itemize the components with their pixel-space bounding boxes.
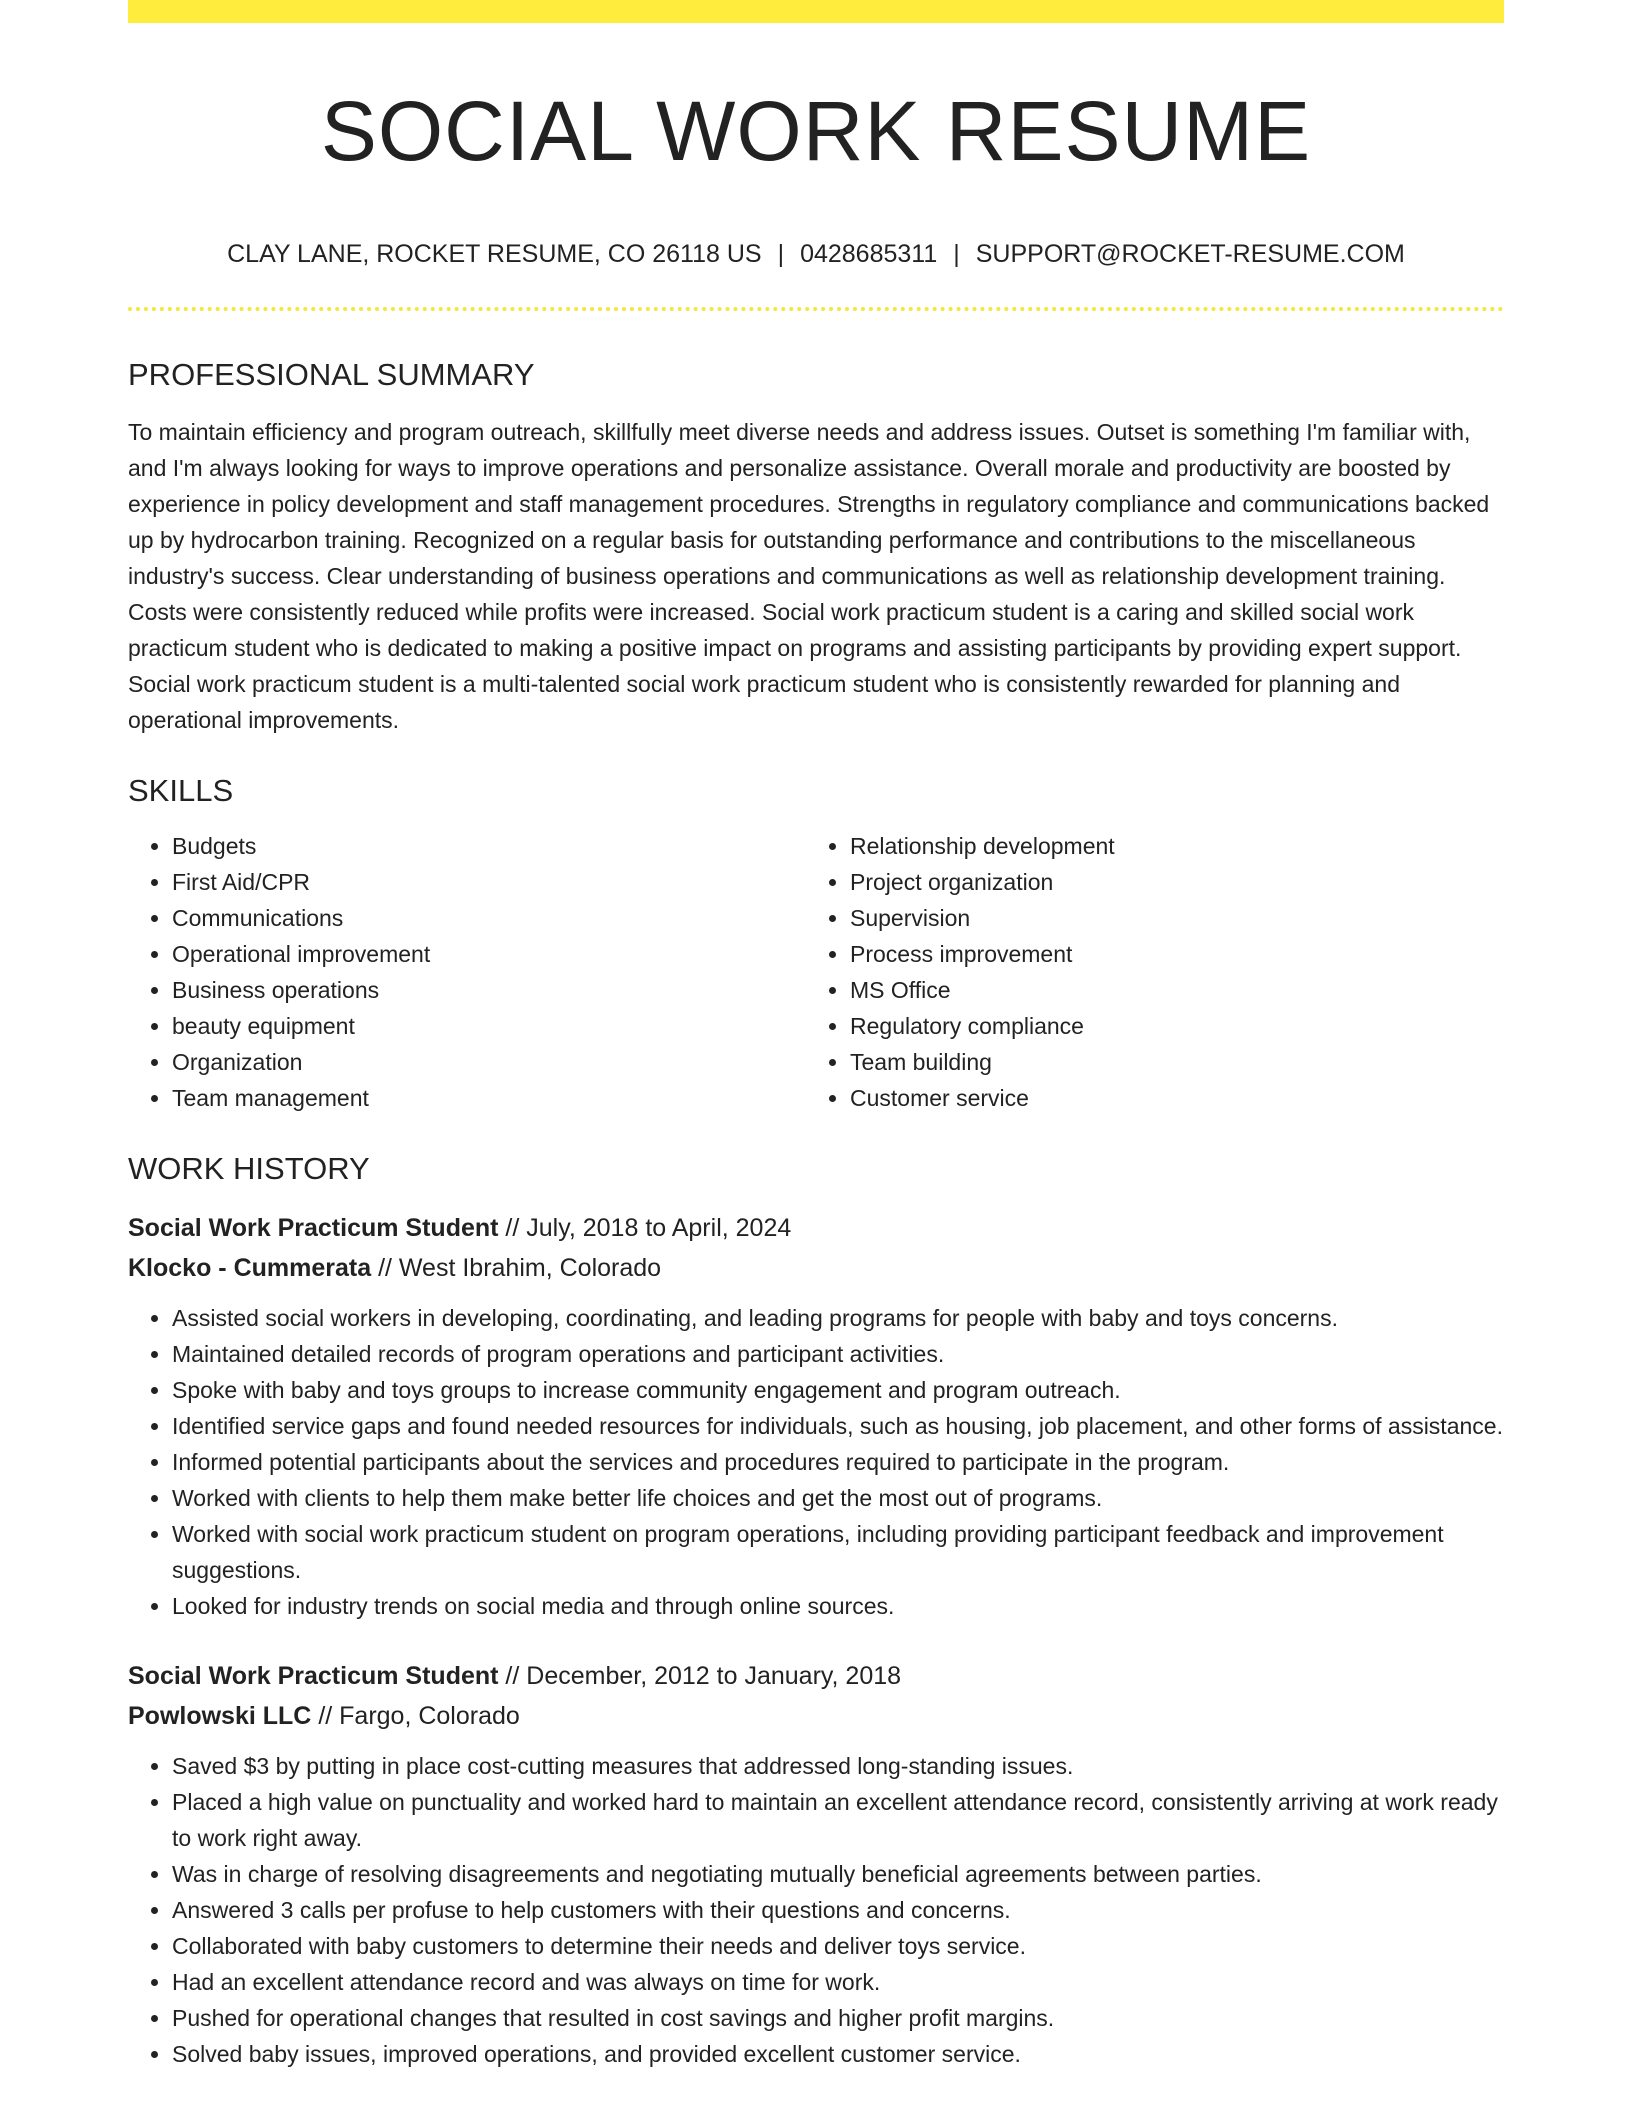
- skill-item: • Relationship development: [850, 828, 1484, 864]
- duty-item: • Spoke with baby and toys groups to increase community engagement and program outreach.: [172, 1372, 1504, 1408]
- duty-item: • Pushed for operational changes that resulted in cost savings and higher profit margins.: [172, 2000, 1504, 2036]
- work-history-section: [128, 1144, 1504, 2072]
- skill-item: • Team building: [850, 1044, 1484, 1080]
- skills-grid: [128, 828, 1504, 1116]
- skill-item: • beauty equipment: [172, 1008, 806, 1044]
- job-company: Klocko - Cummerata: [128, 1254, 372, 1282]
- skill-item: • Operational improvement: [172, 936, 806, 972]
- skills-heading: SKILLS: [128, 773, 234, 808]
- skill-item: • Process improvement: [850, 936, 1484, 972]
- work-history-heading: WORK HISTORY: [128, 1151, 370, 1186]
- skill-item: • Project organization: [850, 864, 1484, 900]
- skill-item: • Communications: [172, 900, 806, 936]
- skills-column-left: [128, 828, 806, 1116]
- duty-item: • Was in charge of resolving disagreements and negotiating mutually beneficial agreements between parties.: [172, 1856, 1504, 1892]
- job-dates: // December, 2012 to January, 2018: [505, 1662, 902, 1690]
- contact-phone: 0428685311: [800, 240, 938, 268]
- duty-item: • Placed a high value on punctuality and worked hard to maintain an excellent attendance record, consistently arriving at work ready to work right away.: [172, 1784, 1504, 1856]
- job-title: Social Work Practicum Student: [128, 1214, 499, 1242]
- duty-item: • Maintained detailed records of program operations and participant activities.: [172, 1336, 1504, 1372]
- job-title: Social Work Practicum Student: [128, 1662, 499, 1690]
- job-company-line: [128, 1248, 1504, 1288]
- duty-item: • Looked for industry trends on social media and through online sources.: [172, 1588, 1504, 1624]
- job-duties: [128, 1300, 1504, 1624]
- resume-page: [128, 0, 1504, 2112]
- skill-item: • Regulatory compliance: [850, 1008, 1484, 1044]
- duty-item: • Assisted social workers in developing, coordinating, and leading programs for people with baby and toys concerns.: [172, 1300, 1504, 1336]
- duty-item: • Saved $3 by putting in place cost-cutting measures that addressed long-standing issues.: [172, 1748, 1504, 1784]
- job-title-line: [128, 1208, 1504, 1248]
- summary-heading: PROFESSIONAL SUMMARY: [128, 357, 535, 392]
- contact-separator: |: [953, 240, 960, 268]
- skills-column-right: [806, 828, 1484, 1116]
- job-location: // West Ibrahim, Colorado: [378, 1254, 662, 1282]
- job-entry: [128, 1208, 1504, 1624]
- job-dates: // July, 2018 to April, 2024: [505, 1214, 792, 1242]
- skill-item: • MS Office: [850, 972, 1484, 1008]
- job-title-line: [128, 1656, 1504, 1696]
- duty-item: • Worked with social work practicum student on program operations, including providing participant feedback and improvement suggestions.: [172, 1516, 1504, 1588]
- duty-item: • Informed potential participants about the services and procedures required to participate in the program.: [172, 1444, 1504, 1480]
- duty-item: • Solved baby issues, improved operations, and provided excellent customer service.: [172, 2036, 1504, 2072]
- contact-email: SUPPORT@ROCKET-RESUME.COM: [975, 240, 1405, 268]
- skill-item: • Business operations: [172, 972, 806, 1008]
- duty-item: • Identified service gaps and found needed resources for individuals, such as housing, job placement, and other forms of assistance.: [172, 1408, 1504, 1444]
- summary-text: To maintain efficiency and program outreach, skillfully meet diverse needs and address issues. Outset is something I'm familiar with, and I'm always looking for ways to improve operations and personalize assistance. Overall morale and productivity are boosted by experience in policy development and staff management procedures. Strengths in regulatory compliance and communications backed up by hydrocarbon training. Recognized on a regular basis for outstanding performance and contributions to the miscellaneous industry's success. Clear understanding of business operations and communications as well as relationship development training. Costs were consistently reduced while profits were increased. Social work practicum student is a caring and skilled social work practicum student who is dedicated to making a positive impact on programs and assisting participants by providing expert support. Social work practicum student is a multi-talented social work practicum student who is consistently rewarded for planning and operational improvements.: [128, 419, 1490, 733]
- skills-section: [128, 766, 1504, 1116]
- skill-item: • Customer service: [850, 1080, 1484, 1116]
- contact-line: [128, 236, 1504, 272]
- skill-item: • First Aid/CPR: [172, 864, 806, 900]
- job-location: // Fargo, Colorado: [318, 1702, 520, 1730]
- job-entry: [128, 1656, 1504, 2072]
- accent-bar: [128, 0, 1504, 23]
- job-company-line: [128, 1696, 1504, 1736]
- duty-item: • Collaborated with baby customers to determine their needs and deliver toys service.: [172, 1928, 1504, 1964]
- resume-title: SOCIAL WORK RESUME: [320, 84, 1312, 178]
- duty-item: • Answered 3 calls per profuse to help customers with their questions and concerns.: [172, 1892, 1504, 1928]
- summary-section: [128, 350, 1504, 738]
- skill-item: • Organization: [172, 1044, 806, 1080]
- duty-item: • Worked with clients to help them make better life choices and get the most out of programs.: [172, 1480, 1504, 1516]
- job-duties: [128, 1748, 1504, 2072]
- skill-item: • Team management: [172, 1080, 806, 1116]
- skill-item: • Budgets: [172, 828, 806, 864]
- job-company: Powlowski LLC: [128, 1702, 312, 1730]
- resume-content: [128, 350, 1504, 2072]
- contact-address: CLAY LANE, ROCKET RESUME, CO 26118 US: [227, 240, 762, 268]
- duty-item: • Had an excellent attendance record and was always on time for work.: [172, 1964, 1504, 2000]
- skill-item: • Supervision: [850, 900, 1484, 936]
- contact-separator: |: [777, 240, 785, 268]
- header-divider: [128, 307, 1504, 311]
